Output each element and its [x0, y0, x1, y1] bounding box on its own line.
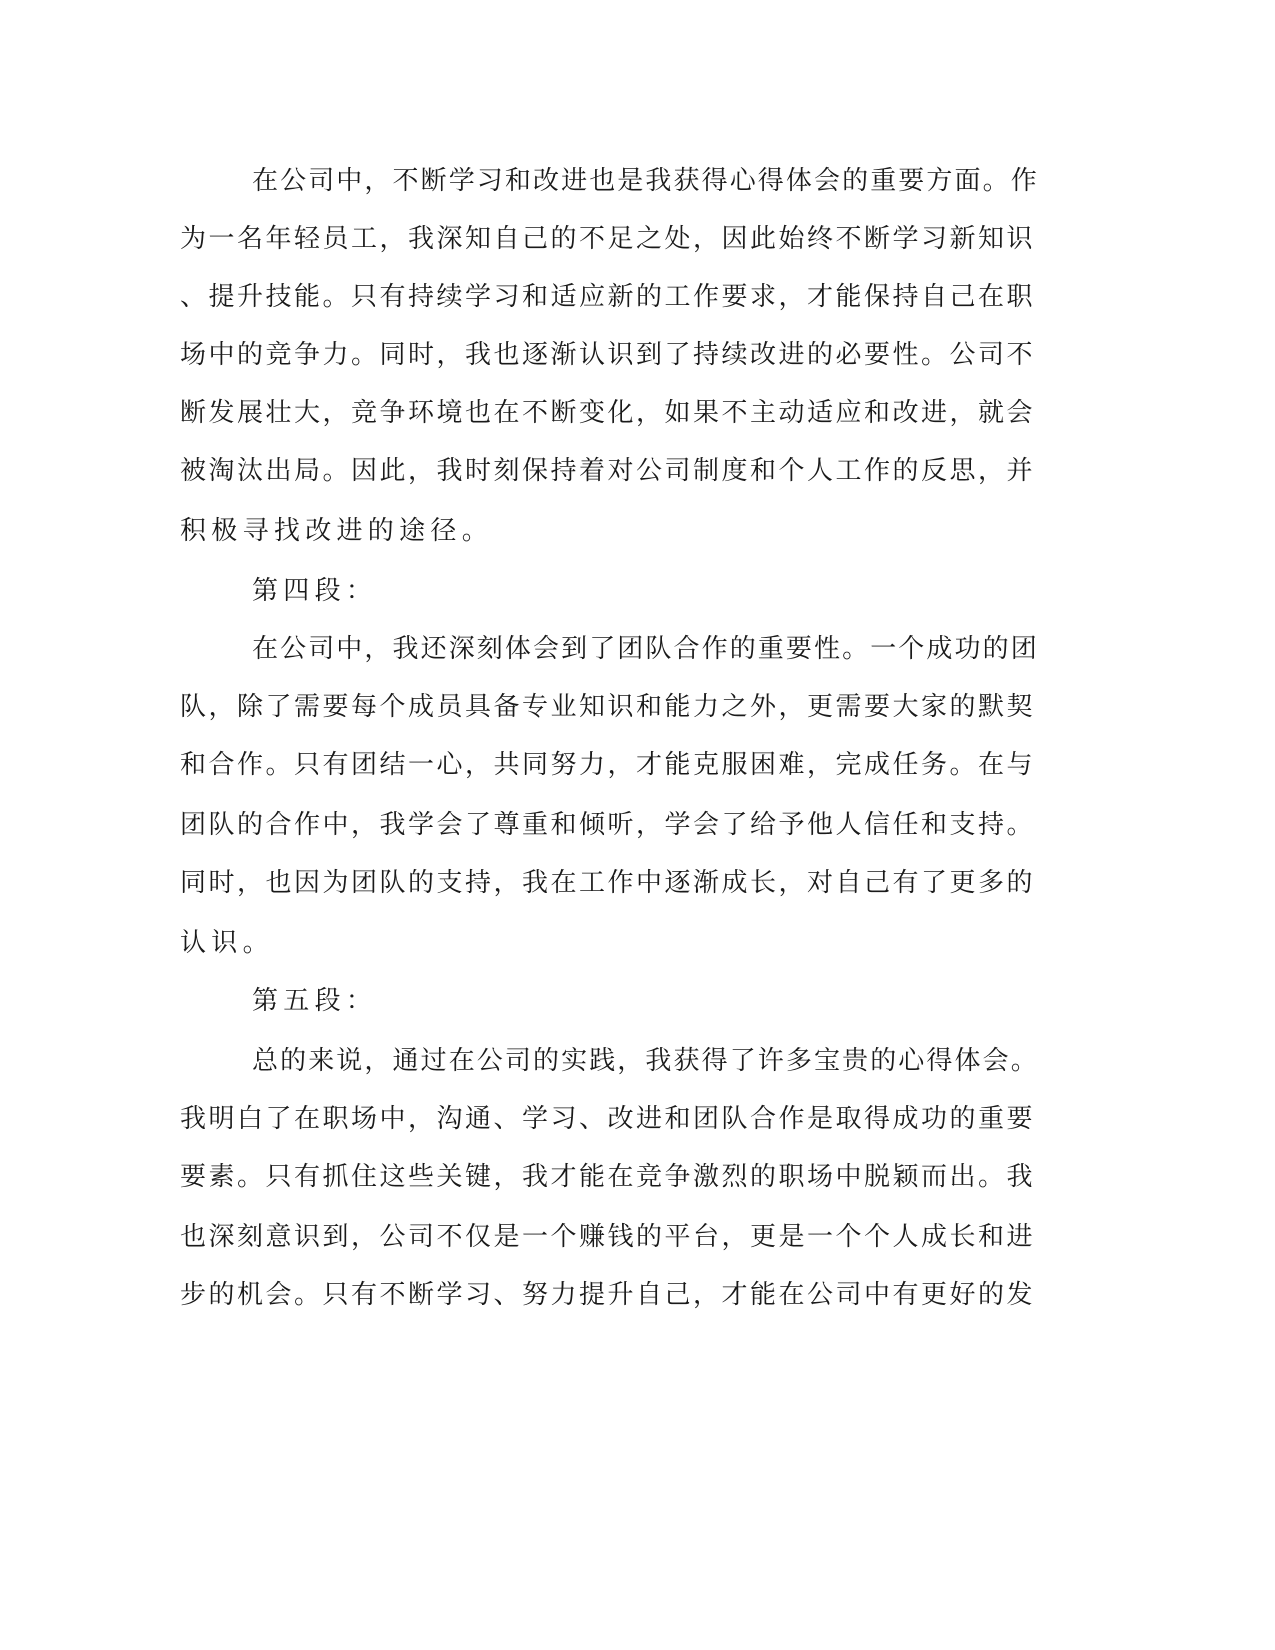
text-line: 总的来说，通过在公司的实践，我获得了许多宝贵的心得体会。	[252, 1046, 1039, 1076]
text-line: 认识。	[180, 928, 274, 958]
text-line: 在公司中，我还深刻体会到了团队合作的重要性。一个成功的团	[252, 634, 1039, 664]
text-line: 被淘汰出局。因此，我时刻保持着对公司制度和个人工作的反思，并	[180, 456, 1036, 486]
section-heading: 第四段：	[252, 576, 378, 606]
text-line: 团队的合作中，我学会了尊重和倾听，学会了给予他人信任和支持。	[180, 810, 1036, 840]
text-line: 在公司中，不断学习和改进也是我获得心得体会的重要方面。作	[252, 166, 1039, 196]
text-line: 、提升技能。只有持续学习和适应新的工作要求，才能保持自己在职	[180, 282, 1036, 312]
text-line: 同时，也因为团队的支持，我在工作中逐渐成长，对自己有了更多的	[180, 868, 1036, 898]
text-line: 断发展壮大，竞争环境也在不断变化，如果不主动适应和改进，就会	[180, 398, 1036, 428]
text-line: 场中的竞争力。同时，我也逐渐认识到了持续改进的必要性。公司不	[180, 340, 1036, 370]
text-line: 要素。只有抓住这些关键，我才能在竞争激烈的职场中脱颖而出。我	[180, 1162, 1036, 1192]
text-line: 也深刻意识到，公司不仅是一个赚钱的平台，更是一个个人成长和进	[180, 1222, 1036, 1252]
section-heading: 第五段：	[252, 986, 378, 1016]
text-line: 我明白了在职场中，沟通、学习、改进和团队合作是取得成功的重要	[180, 1104, 1036, 1134]
text-line: 为一名年轻员工，我深知自己的不足之处，因此始终不断学习新知识	[180, 224, 1036, 254]
text-line: 和合作。只有团结一心，共同努力，才能克服困难，完成任务。在与	[180, 750, 1036, 780]
text-line: 步的机会。只有不断学习、努力提升自己，才能在公司中有更好的发	[180, 1280, 1036, 1310]
text-line: 积极寻找改进的途径。	[180, 516, 494, 546]
text-line: 队，除了需要每个成员具备专业知识和能力之外，更需要大家的默契	[180, 692, 1036, 722]
